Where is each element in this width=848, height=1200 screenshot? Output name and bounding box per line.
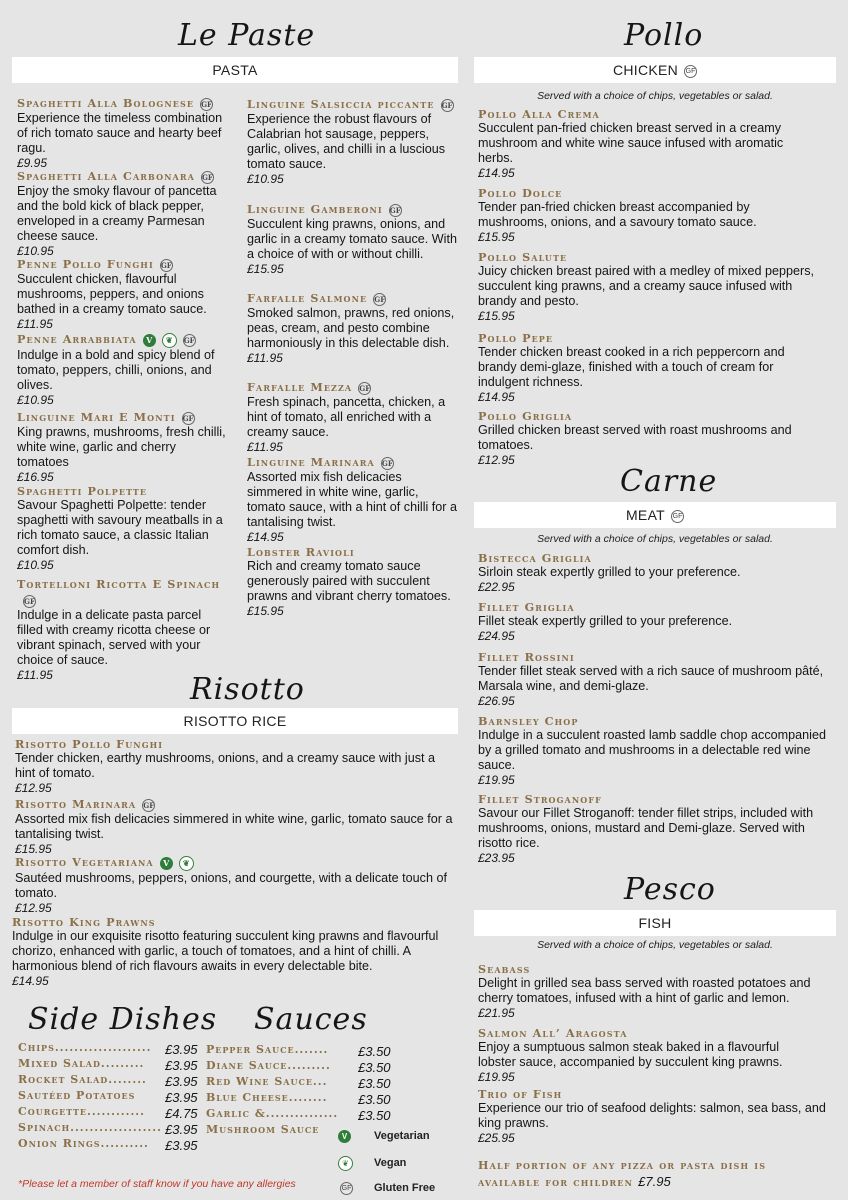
item-name: Tortelloni Ricotta E SpinachGF (17, 577, 221, 606)
item-name: Spaghetti Alla Bolognese GF (17, 96, 213, 110)
item-desc: Assorted mix fish delicacies simmered in white wine, garlic, tomato sauce for a tantalising twist. (15, 811, 453, 841)
menu-item (17, 576, 229, 682)
item-price: £12.95 (15, 781, 52, 795)
half-portion-line2-row (478, 1174, 833, 1191)
bar-fish-label: FISH (638, 915, 672, 931)
menu-item (247, 455, 459, 544)
vegan-icon: ❦ (179, 856, 194, 871)
vegan-icon: ❦ (162, 333, 177, 348)
vegetarian-icon: V (143, 334, 156, 347)
item-desc: Experience the timeless combination of rich tomato sauce and hearty beef ragu. (17, 110, 223, 155)
legend-gluten-free: Gluten Free (374, 1182, 436, 1194)
item-name: Farfalle Mezza GF (247, 380, 371, 394)
item-desc: King prawns, mushrooms, fresh chilli, white wine, garlic and cherry tomatoes (17, 424, 226, 469)
item-price: £10.95 (17, 243, 54, 258)
side-item-label: Onion Rings.......... (18, 1137, 149, 1150)
item-desc: Succulent pan-fried chicken breast served in a creamy mushroom and white wine sauce infused with aromatic herbs. (478, 121, 784, 165)
menu-item (15, 855, 455, 915)
side-item-label: Chips.................... (18, 1041, 152, 1054)
item-price: £14.95 (478, 390, 515, 404)
item-name: Pollo Alla Crema (478, 107, 600, 121)
menu-item (478, 714, 833, 787)
sauce-item-label: Diane Sauce......... (206, 1059, 331, 1072)
menu-item (478, 250, 818, 323)
item-desc: Indulge in our exquisite risotto featuring succulent king prawns and flavourful chorizo, enhanced with garlic, a touch of tomatoes, and a hint of chilli. A harmonious blend of rich flavours awaits in every delectable bite. (12, 929, 439, 973)
gluten-free-icon: GF (201, 172, 213, 182)
item-desc: Tender fillet steak served with a rich sauce of mushroom pâté, Marsala wine, and demi-glaze. (478, 664, 824, 693)
item-name: Linguine Marinara GF (247, 455, 393, 469)
item-name: Penne Pollo Funghi GF (17, 257, 172, 271)
item-desc: Juicy chicken breast paired with a medley of mixed peppers, succulent king prawns, and a creamy sauce infused with brandy and pesto. (478, 264, 814, 308)
vegetarian-icon: V (338, 1130, 351, 1143)
menu-item (12, 915, 458, 988)
gluten-free-icon: GF (183, 335, 195, 345)
item-desc: Tender pan-fried chicken breast accompanied by mushrooms, onions, and a savoury tomato sauce. (478, 200, 757, 229)
item-desc: Succulent king prawns, onions, and garlic in a creamy tomato sauce. With a choice of with or without chilli. (247, 216, 457, 261)
item-price: £11.95 (247, 439, 283, 454)
item-price: £25.95 (478, 1131, 515, 1145)
item-desc: Experience our trio of seafood delights: salmon, sea bass, and king prawns. (478, 1101, 826, 1130)
gluten-free-icon: GF (671, 510, 684, 523)
item-price: £14.95 (12, 974, 49, 988)
item-desc: Sautéed mushrooms, peppers, onions, and courgette, with a delicate touch of tomato. (15, 870, 447, 900)
gluten-free-icon: GF (160, 260, 172, 270)
half-portion-note (478, 1158, 833, 1191)
bar-meat (474, 502, 836, 528)
vegan-icon: ❦ (338, 1156, 353, 1171)
half-portion-line2: available for children (478, 1176, 634, 1189)
item-price: £15.95 (247, 604, 284, 618)
menu-item (478, 1026, 818, 1084)
item-name: Fillet Griglia (478, 600, 575, 614)
menu-item (478, 792, 840, 865)
sauce-item-price: £3.50 (358, 1060, 391, 1075)
heading-sauces: Sauces (254, 1002, 368, 1037)
item-name: Pollo Griglia (478, 409, 573, 423)
side-item-price: £3.95 (165, 1122, 198, 1137)
item-price: £12.95 (15, 900, 52, 915)
item-desc: Smoked salmon, prawns, red onions, peas, cream, and pesto combine harmoniously in this delectable dish. (247, 305, 455, 350)
menu-item (478, 962, 840, 1020)
item-price: £14.95 (478, 166, 515, 180)
gluten-free-icon: GF (143, 800, 155, 810)
heading-pollo: Pollo (624, 18, 704, 53)
item-name: Pollo Dolce (478, 186, 563, 200)
gluten-free-icon: GF (201, 99, 213, 109)
gluten-free-icon: GF (340, 1182, 353, 1195)
item-desc: Indulge in a succulent roasted lamb saddle chop accompanied by a grilled tomato and mushrooms in a delectable red wine sauce. (478, 728, 826, 772)
menu-item (247, 202, 459, 276)
item-desc: Tender chicken, earthy mushrooms, onions, and a creamy sauce with just a hint of tomato. (15, 751, 435, 780)
side-item-price: £3.95 (165, 1074, 198, 1089)
item-desc: Indulge in a delicate pasta parcel filled with creamy ricotta cheese or vibrant spinach, served with your choice of sauce. (17, 608, 211, 667)
side-item-label: Courgette............ (18, 1105, 145, 1118)
menu-item (478, 331, 818, 404)
item-desc: Delight in grilled sea bass served with roasted potatoes and cherry tomatoes, infused with a hint of garlic and lemon. (478, 976, 811, 1005)
side-item-label: Spinach................... (18, 1121, 162, 1134)
gluten-free-icon: GF (389, 205, 401, 215)
served-note-fish: Served with a choice of chips, vegetables or salad. (537, 939, 773, 951)
served-note-meat: Served with a choice of chips, vegetables or salad. (537, 533, 773, 545)
bar-pasta-label: PASTA (212, 62, 258, 78)
item-price: £15.95 (478, 230, 515, 244)
item-name: Pollo Salute (478, 250, 568, 264)
item-name: Risotto Pollo Funghi (15, 737, 164, 751)
item-price: £11.95 (17, 316, 53, 331)
bar-risotto (12, 708, 458, 734)
sauce-item-label: Pepper Sauce....... (206, 1043, 329, 1056)
gluten-free-icon: GF (381, 458, 393, 468)
menu-item (247, 96, 459, 186)
side-item-price: £4.75 (165, 1106, 198, 1121)
item-name: Penne Arrabbiata V ❦ GF (17, 332, 195, 346)
menu-item (15, 737, 455, 795)
gluten-free-icon: GF (24, 596, 35, 606)
item-price: £19.95 (478, 1070, 515, 1084)
gluten-free-icon: GF (359, 383, 371, 393)
item-name: Lobster Ravioli (247, 545, 355, 559)
sauce-item-price: £3.50 (358, 1108, 391, 1123)
item-name: Barnsley Chop (478, 714, 579, 728)
bar-pasta (12, 57, 458, 83)
heading-le-paste: Le Paste (178, 18, 316, 53)
side-item-price: £3.95 (165, 1042, 198, 1057)
bar-meat-label: MEAT (625, 507, 666, 523)
item-name: Fillet Rossini (478, 650, 575, 664)
menu-item (17, 96, 229, 170)
item-price: £23.95 (478, 851, 515, 865)
menu-item (17, 257, 229, 331)
item-name: Farfalle Salmone GF (247, 291, 386, 305)
item-desc: Grilled chicken breast served with roast mushrooms and tomatoes. (478, 423, 792, 452)
item-name: Salmon All’ Aragosta (478, 1026, 628, 1040)
gluten-free-icon: GF (374, 294, 386, 304)
menu-item (247, 380, 459, 454)
menu-item (478, 551, 833, 594)
item-name: Risotto King Prawns (12, 915, 156, 929)
sauce-item-price: £3.50 (358, 1076, 391, 1091)
item-price: £16.95 (17, 469, 54, 484)
item-desc: Tender chicken breast cooked in a rich peppercorn and brandy demi-glaze, finished with a touch of cream for indulgent richness. (478, 345, 785, 389)
legend-vegan: Vegan (374, 1157, 407, 1169)
bar-risotto-label: RISOTTO RICE (183, 713, 287, 729)
item-desc: Fresh spinach, pancetta, chicken, a hint of tomato, all enriched with a creamy sauce. (247, 394, 446, 439)
item-desc: Fillet steak expertly grilled to your preference. (478, 614, 733, 628)
item-name: Pollo Pepe (478, 331, 554, 345)
side-item-label: Rocket Salad........ (18, 1073, 147, 1086)
item-name: Trio of Fish (478, 1087, 563, 1101)
item-desc: Enjoy the smoky flavour of pancetta and the bold kick of black pepper, enveloped in a creamy Parmesan cheese sauce. (17, 183, 217, 243)
bar-chicken (474, 57, 836, 83)
menu-item (247, 291, 459, 365)
menu-item (247, 545, 459, 618)
menu-item (478, 186, 818, 244)
item-price: £10.95 (17, 558, 54, 572)
gluten-free-icon: GF (182, 413, 194, 423)
item-name: Linguine Gamberoni GF (247, 202, 401, 216)
item-name: Fillet Stroganoff (478, 792, 602, 806)
side-item-price: £3.95 (165, 1090, 198, 1105)
item-price: £15.95 (247, 261, 284, 276)
heading-risotto: Risotto (190, 672, 305, 707)
item-price: £10.95 (17, 392, 54, 407)
menu-item (478, 1087, 828, 1145)
half-portion-line1: Half portion of any pizza or pasta dish is (478, 1159, 767, 1172)
sauce-item-label: Garlic &............... (206, 1107, 339, 1120)
item-price: £22.95 (478, 580, 515, 594)
side-item-price: £3.95 (165, 1058, 198, 1073)
item-price: £24.95 (478, 629, 515, 643)
side-item-label: Sautéed Potatoes (18, 1089, 136, 1102)
item-name: Risotto Marinara GF (15, 797, 155, 811)
bar-chicken-label: CHICKEN (612, 62, 679, 78)
menu-item (17, 410, 229, 484)
heading-pesco: Pesco (624, 872, 716, 907)
item-price: £15.95 (15, 841, 52, 856)
legend-vegetarian: Vegetarian (374, 1130, 430, 1142)
heading-carne: Carne (620, 464, 718, 499)
gluten-free-icon: GF (684, 65, 697, 78)
item-price: £9.95 (17, 155, 48, 170)
item-desc: Succulent chicken, flavourful mushrooms, peppers, and onions bathed in a creamy tomato sauce. (17, 271, 207, 316)
item-name: Bistecca Griglia (478, 551, 592, 565)
item-name: Spaghetti Alla Carbonara GF (17, 169, 213, 183)
allergy-note: *Please let a member of staff know if you have any allergies (18, 1178, 296, 1190)
item-price: £15.95 (478, 309, 515, 323)
item-desc: Assorted mix fish delicacies simmered in white wine, garlic, tomato sauce, with a hint of chilli for a tantalising twist. (247, 469, 457, 529)
item-name: Spaghetti Polpette (17, 484, 148, 498)
menu-item (17, 169, 229, 258)
item-price: £14.95 (247, 529, 284, 544)
sauce-item-price: £3.50 (358, 1092, 391, 1107)
menu-item (478, 409, 818, 467)
heading-side-dishes: Side Dishes (28, 1002, 218, 1037)
item-price: £12.95 (478, 453, 515, 467)
menu-item (478, 600, 833, 643)
menu-item (17, 332, 229, 407)
served-note-chicken: Served with a choice of chips, vegetables or salad. (537, 90, 773, 102)
menu-item (478, 650, 833, 708)
item-name: Linguine Mari E Monti GF (17, 410, 194, 424)
item-price: £21.95 (478, 1006, 515, 1020)
item-name: Risotto Vegetariana V ❦ (15, 855, 455, 871)
sauce-item-label: Blue Cheese........ (206, 1091, 328, 1104)
menu-item (15, 797, 455, 856)
item-desc: Sirloin steak expertly grilled to your preference. (478, 565, 741, 579)
item-price: £26.95 (478, 694, 515, 708)
gluten-free-icon: GF (441, 100, 453, 110)
item-desc: Indulge in a bold and spicy blend of tomato, peppers, chilli, onions, and olives. (17, 347, 215, 392)
item-desc: Experience the robust flavours of Calabrian hot sausage, peppers, garlic, olives, and chilli in a luscious tomato sauce. (247, 112, 446, 171)
item-price: £10.95 (247, 172, 284, 186)
item-name: Seabass (478, 962, 531, 976)
sauce-item-label: Red Wine Sauce... (206, 1075, 328, 1088)
item-price: £19.95 (478, 773, 515, 787)
vegetarian-icon: V (160, 857, 173, 870)
sauce-item-price: £3.50 (358, 1044, 391, 1059)
item-desc: Savour our Fillet Stroganoff: tender fillet strips, included with mushrooms, onions, mustard and Demi-glaze. Served with risotto rice. (478, 806, 814, 850)
item-price: £11.95 (247, 350, 283, 365)
item-name: Linguine Salsiccia piccante GF (247, 97, 453, 111)
item-price: £11.95 (17, 668, 53, 682)
item-desc: Rich and creamy tomato sauce generously paired with succulent prawns and vibrant cherry tomatoes. (247, 559, 451, 603)
item-desc: Savour Spaghetti Polpette: tender spaghetti with savoury meatballs in a rich tomato sauce, a classic Italian comfort dish. (17, 498, 223, 557)
menu-item (478, 107, 818, 180)
bar-fish (474, 910, 836, 936)
side-item-price: £3.95 (165, 1138, 198, 1153)
half-portion-price: £7.95 (638, 1174, 671, 1189)
side-item-label: Mixed Salad......... (18, 1057, 145, 1070)
sauce-item-label: Mushroom Sauce (206, 1123, 320, 1136)
menu-item (17, 484, 229, 572)
item-desc: Enjoy a sumptuous salmon steak baked in a flavourful lobster sauce, accompanied by succulent king prawns. (478, 1040, 783, 1069)
